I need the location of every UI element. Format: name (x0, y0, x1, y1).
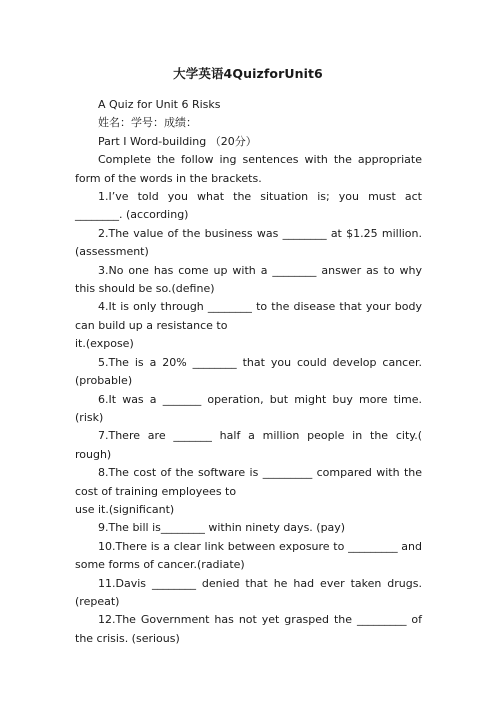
question-4-continuation: it.(expose) (75, 337, 134, 351)
part-heading: Part I Word-building （20分） (98, 134, 257, 148)
question-5: 5.The is a 20% ________ that you could develop cancer. (probable) (75, 355, 422, 388)
question-8: 8.The cost of the software is _________ compared with the cost of training employees to (75, 466, 422, 498)
question-9: 9.The bill is________ within ninety days. (pay) (98, 521, 346, 535)
student-info-line: 姓名：学号：成绩： (98, 116, 197, 130)
question-3: 3.No one has come up with a ________ answer as to why this should be so.(define) (75, 263, 422, 296)
quiz-heading: A Quiz for Unit 6 Risks (98, 98, 221, 111)
instructions: Complete the follow ing sentences with the appropriate form of the words in the brackets. (75, 153, 422, 185)
question-7: 7.There are _______ half a million people in the city.( rough) (75, 429, 422, 461)
question-4: 4.It is only through ________ to the disease that your body can build up a resistance to (75, 300, 422, 332)
question-12: 12.The Government has not yet grasped the _________ of the crisis. (serious) (75, 613, 422, 645)
question-8-continuation: use it.(significant) (75, 502, 175, 516)
question-6: 6.It was a _______ operation, but might buy more time.(risk) (75, 392, 422, 424)
question-2: 2.The value of the business was ________ at $1.25 million. (assessment) (75, 226, 422, 259)
document-title: 大学英语4QuizforUnit6 (173, 66, 323, 81)
document-body (75, 96, 422, 648)
question-10: 10.There is a clear link between exposure to _________ and some forms of cancer.(radiate) (75, 539, 422, 572)
question-1: 1.I’ve told you what the situation is; you must act ________. (according) (75, 190, 422, 222)
question-11: 11.Davis ________ denied that he had ever taken drugs.(repeat) (75, 576, 422, 608)
